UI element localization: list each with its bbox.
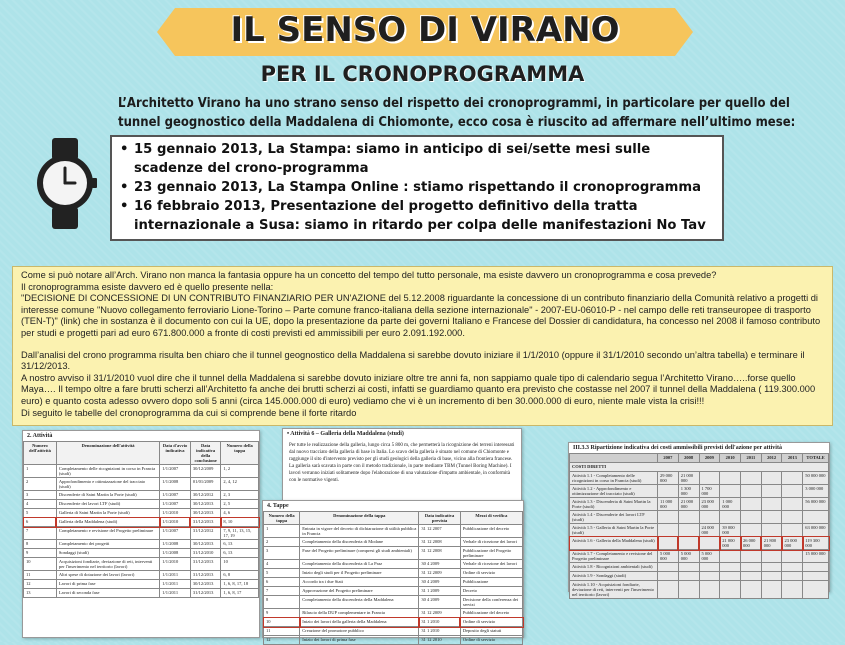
table-cell	[782, 485, 803, 498]
table-cell: Rilascio della DUP complementare in Francia	[300, 609, 419, 618]
table-cell: Attività 1.10 - Acquisizioni fondiarie, deviazione di reti, interventi per l'inserimento nel territorio (lavori)	[570, 581, 658, 599]
table-cell: 9	[24, 549, 57, 558]
table-row	[24, 571, 259, 580]
table-header: 2013	[782, 454, 803, 463]
table-cell	[699, 563, 720, 572]
table-cell: 4	[264, 560, 300, 569]
activities-table-scan	[22, 430, 260, 638]
table-cell: 23 000 000	[782, 537, 803, 550]
table-cell	[678, 537, 699, 550]
table-cell: 21 000 000	[678, 472, 699, 485]
table-cell: 23 000 000	[699, 498, 720, 511]
table-row	[264, 525, 523, 538]
table-cell	[720, 572, 741, 581]
table-cell	[741, 498, 762, 511]
table-cell	[699, 472, 720, 485]
table-cell: 39 000 000	[720, 524, 741, 537]
table-cell: Decreto	[460, 587, 522, 596]
table-row	[264, 596, 523, 609]
table-cell: 31 12 2010	[419, 636, 460, 645]
table-cell	[741, 485, 762, 498]
table-cell: 1/1/2008	[160, 478, 191, 491]
table-cell: 31/12/2013	[190, 589, 221, 598]
table-cell: Verbale di ricezione dei lavori	[460, 538, 522, 547]
table-cell	[761, 572, 782, 581]
table-row	[570, 485, 829, 498]
table-cell	[761, 581, 782, 599]
table-cell: 1/1/2011	[160, 571, 191, 580]
table-cell: 6, 8	[221, 571, 259, 580]
table-cell	[782, 581, 803, 599]
table-cell: 8	[264, 596, 300, 609]
table-cell: 31/12/2013	[190, 558, 221, 571]
table-cell: Lavori di seconda fase	[56, 589, 159, 598]
table-cell: Attività 1.5 - Galleria di Saint Martin la Porte (studi)	[570, 524, 658, 537]
table-cell: 7	[24, 527, 57, 540]
table-cell: 3	[24, 491, 57, 500]
table-cell: 2, 3	[221, 491, 259, 500]
table-header: Denominazione dell'attività	[56, 442, 159, 465]
table-header: 2008	[678, 454, 699, 463]
table-cell: Inizio dei lavori di prima fase	[300, 636, 419, 645]
table-row	[24, 509, 259, 518]
table-cell	[803, 572, 829, 581]
table-cell: Galleria di Saint Martin la Porte (studi)	[56, 509, 159, 518]
table-cell: 31 12 2007	[419, 525, 460, 538]
table-cell: Attività 1.2 - Approfondimento e ottimizzazione del tracciato (studi)	[570, 485, 658, 498]
table-row	[264, 560, 523, 569]
table-cell: Attività 1.6 - Galleria della Maddalena (studi)	[570, 537, 658, 550]
table-cell	[741, 572, 762, 581]
doc-heading: III.3.3 Ripartizione indicativa dei costi ammissibili previsti dell'azione per attività	[573, 445, 782, 451]
table-cell: 1/1/2008	[160, 540, 191, 549]
table-section-row	[570, 463, 829, 472]
table-cell: 24 000 000	[699, 524, 720, 537]
table-cell	[782, 524, 803, 537]
table-cell: Inizio dei lavori della galleria della Maddalena	[300, 618, 419, 627]
table-cell: 9	[264, 609, 300, 618]
table-cell	[782, 472, 803, 485]
table-row	[570, 511, 829, 524]
table-row	[24, 491, 259, 500]
table-cell: 2	[264, 538, 300, 547]
table-cell	[741, 581, 762, 599]
table-cell	[782, 563, 803, 572]
table-cell: 5 000 000	[678, 550, 699, 563]
table-cell: 31/12/2010	[190, 549, 221, 558]
table-cell: Verbale di ricezione dei lavori	[460, 560, 522, 569]
table-cell	[658, 537, 679, 550]
table-cell: 1, 2	[221, 465, 259, 478]
table-cell: Completamento e revisione del Progetto preliminare	[56, 527, 159, 540]
table-cell	[782, 511, 803, 524]
table-cell: 1 000 000	[720, 498, 741, 511]
table-cell: 11	[24, 571, 57, 580]
table-cell	[761, 472, 782, 485]
table-cell: 5 000 000	[658, 550, 679, 563]
table-cell	[720, 511, 741, 524]
table-header: Data indicativa prevista	[419, 512, 460, 525]
table-cell: 6	[24, 518, 57, 527]
table-header: 2012	[761, 454, 782, 463]
table-cell: 12	[24, 580, 57, 589]
table-cell: 1/1/2008	[160, 549, 191, 558]
table-cell: 21 000 000	[678, 498, 699, 511]
costs-table	[569, 453, 829, 599]
table-cell: 30/12/2013	[190, 500, 221, 509]
table-cell: Attività 1.9 - Sondaggi (studi)	[570, 572, 658, 581]
table-row	[264, 636, 523, 645]
table-cell	[720, 563, 741, 572]
table-cell: Pubblicazione del Progetto preliminare	[460, 547, 522, 560]
table-cell	[782, 572, 803, 581]
table-cell: 8, 10	[221, 518, 259, 527]
table-cell: Completamento della discenderia di Modane	[300, 538, 419, 547]
costs-table-scan	[568, 442, 830, 597]
table-cell: 1/1/2011	[160, 580, 191, 589]
table-row	[264, 569, 523, 578]
table-cell: Entrata in vigore del decreto di dichiarazione di utilità pubblica in Francia	[300, 525, 419, 538]
page-subtitle: PER IL CRONOPROGRAMMA	[260, 62, 585, 86]
table-cell	[741, 563, 762, 572]
table-row	[570, 563, 829, 572]
table-cell: Attività 1.4 - Discenderie dei lavori LTF (studi)	[570, 511, 658, 524]
table-cell: 50 000 000	[803, 472, 829, 485]
table-cell: 30/12/2013	[190, 509, 221, 518]
table-cell: Attività 1.1 - Completamento delle ricognizioni in corso in Francia (studi)	[570, 472, 658, 485]
table-cell: 6	[264, 578, 300, 587]
doc-heading: • Attività 6 – Galleria della Maddalena (studi)	[287, 431, 404, 437]
info-paragraph: Come si può notare all’Arch. Virano non manca la fantasia oppure ha un concetto del tempo del tutto personale, ma esiste davvero un cronoprogramma e cosa prevede?	[21, 270, 717, 280]
table-cell: Attività 1.8 - Ricognizioni ambientali (studi)	[570, 563, 658, 572]
table-cell: 21 000 000	[720, 537, 741, 550]
table-cell: 3	[264, 547, 300, 560]
table-cell	[699, 581, 720, 599]
table-cell: 6, 13	[221, 540, 259, 549]
table-cell	[803, 563, 829, 572]
table-cell: 30 4 2009	[419, 578, 460, 587]
table-cell: Ordine di servizio	[460, 636, 522, 645]
table-cell: Sondaggi (studi)	[56, 549, 159, 558]
table-row	[24, 549, 259, 558]
table-cell: 31 1 2010	[419, 618, 460, 627]
quotes-box	[110, 135, 724, 241]
table-cell: Completamento delle ricognizioni in corso in Francia (studi)	[56, 465, 159, 478]
table-cell	[678, 524, 699, 537]
table-cell: 11	[264, 627, 300, 636]
table-cell: 1	[24, 465, 57, 478]
milestones-table	[263, 511, 523, 645]
table-row	[264, 618, 523, 627]
table-cell: 1, 6, 8, 17	[221, 589, 259, 598]
table-cell: 11 000 000	[658, 498, 679, 511]
table-cell: 30 4 2009	[419, 596, 460, 609]
table-cell: 12	[264, 636, 300, 645]
table-cell: 3 000 000	[803, 485, 829, 498]
table-cell: COSTI DIRETTI	[570, 463, 829, 472]
table-cell: 1/1/2007	[160, 527, 191, 540]
table-cell: 1/1/2007	[160, 491, 191, 500]
table-cell	[658, 511, 679, 524]
table-cell	[741, 524, 762, 537]
table-cell	[699, 572, 720, 581]
doc-heading: 2. Attività	[27, 433, 53, 439]
table-cell	[658, 485, 679, 498]
table-cell	[678, 572, 699, 581]
info-box	[12, 266, 833, 426]
table-row	[24, 478, 259, 491]
doc-text: Per tutte le realizzazione della galleria, lungo circa 5 800 m, che permetterà la ricognizione dei terreni interessati dal nuovo tracciato della galleria di base in Italia. Lo scavo della galleria è situato nel comune di Chiomonte e raggiunge il sito d'intervento previsto per gli studi geologici della galleria di base, vicino alla frontiera francese. La galleria sarà scavata in parte con il metodo tradizionale, in parte mediante TBM (Tunnel Boring Machine). I lavori verranno iniziati solitamente dopo l'elaborazione di una valutazione d'impatto ambientale, in conformità con le normative vigenti.	[289, 443, 515, 483]
table-cell: 1/1/2007	[160, 465, 191, 478]
table-cell	[741, 511, 762, 524]
table-cell: 30/12/2013	[190, 540, 221, 549]
table-cell: 30 4 2009	[419, 560, 460, 569]
table-cell	[658, 572, 679, 581]
table-row	[24, 527, 259, 540]
table-cell	[678, 511, 699, 524]
table-row	[264, 609, 523, 618]
table-cell: 5	[264, 569, 300, 578]
info-paragraph: Di seguito le tabelle del cronoprogramma da cui si comprende bene il forte ritardo	[21, 407, 357, 418]
table-row	[24, 518, 259, 527]
table-cell	[741, 550, 762, 563]
table-header: Numero della tappa	[264, 512, 300, 525]
table-cell: Completamento della discenderia di La Praz	[300, 560, 419, 569]
table-cell: 10	[24, 558, 57, 571]
table-cell	[699, 511, 720, 524]
table-row	[24, 580, 259, 589]
table-row	[24, 558, 259, 571]
table-cell: Ordine di servizio	[460, 569, 522, 578]
table-cell: Fase del Progetto preliminare (compresi gli studi ambientali)	[300, 547, 419, 560]
table-cell: Attività 1.7 - Completamento e revisione del Progetto preliminare	[570, 550, 658, 563]
table-cell	[782, 498, 803, 511]
table-cell	[658, 581, 679, 599]
table-header: TOTALE	[803, 454, 829, 463]
table-row	[264, 538, 523, 547]
table-row	[264, 547, 523, 560]
table-cell: Pubblicazione del decreto	[460, 525, 522, 538]
table-header: Mezzi di verifica	[460, 512, 522, 525]
table-cell: 8	[24, 540, 57, 549]
milestones-table-scan	[262, 500, 524, 642]
table-header: Data d'avvio indicativa	[160, 442, 191, 465]
table-header: Numero della tappa	[221, 442, 259, 465]
table-cell: Attività 1.3 - Discenderia di Saint Martin la Porte (studi)	[570, 498, 658, 511]
table-cell: 30/12/2012	[190, 491, 221, 500]
page-title: IL SENSO DI VIRANO	[230, 10, 620, 50]
info-paragraph: A nostro avviso il 31/1/2010 vuol dire che il tunnel della Maddalena si sarebbe dovuto iniziare oltre tre anni fa, non sappiamo quale tipo di calendario segua l’Architetto Virano…..forse quello Maya…. Il tempo oltre a fare brutti scherzi all’Architetto fa anche dei brutti scherzi ai costi, infatti se guardiamo quanto era previsto che costasse nel 2007 il tunnel della Maddalena ( 119.300.000 euro) e quanto costa adesso ovvero dopo soli 5 anni (circa 145.000.000 di euro) vediamo che vi è un incremento di ben 30.000.000 di euro, niente male vista la crisi!!!	[21, 372, 816, 406]
table-row	[570, 498, 829, 511]
table-cell: 2	[24, 478, 57, 491]
table-header: 2010	[720, 454, 741, 463]
table-row	[570, 550, 829, 563]
table-cell: 30/12/2013	[190, 580, 221, 589]
table-cell: 1	[264, 525, 300, 538]
table-cell: 7, 9, 11, 13, 15, 17, 19	[221, 527, 259, 540]
quote-item: • 23 gennaio 2013, La Stampa Online : stiamo rispettando il cronoprogramma	[120, 178, 714, 197]
table-cell: 2, 5	[221, 500, 259, 509]
table-header: 2011	[741, 454, 762, 463]
table-cell: 10	[264, 618, 300, 627]
table-cell	[658, 524, 679, 537]
table-row	[570, 537, 829, 550]
table-cell	[720, 485, 741, 498]
table-cell: 31 12 2009	[419, 609, 460, 618]
table-cell	[782, 550, 803, 563]
table-cell: Discenderie dei lavori LTF (studi)	[56, 500, 159, 509]
table-cell: 1, 6, 8, 17, 18	[221, 580, 259, 589]
table-cell	[678, 581, 699, 599]
table-cell: 15 000 000	[803, 550, 829, 563]
quote-item: • 16 febbraio 2013, Presentazione del progetto definitivo della tratta internazionale a Susa: siamo in ritardo per colpa delle manifestazioni No Tav	[120, 197, 714, 235]
table-cell: 1 700 000	[699, 485, 720, 498]
table-cell: Altri spese di dotazione dei lavori (lavori)	[56, 571, 159, 580]
table-row	[570, 572, 829, 581]
table-cell	[761, 485, 782, 498]
table-cell: 1/1/2010	[160, 518, 191, 527]
table-cell: Acquisizioni fondiarie, deviazione di reti, interventi per l'inserimento nel territorio (lavori)	[56, 558, 159, 571]
table-header: 2009	[699, 454, 720, 463]
table-cell: 31 12 2008	[419, 538, 460, 547]
table-cell: Completamento della discenderia della Maddalena	[300, 596, 419, 609]
table-cell: 5 000 000	[699, 550, 720, 563]
table-cell: 10	[221, 558, 259, 571]
table-cell	[658, 563, 679, 572]
table-header: 2007	[658, 454, 679, 463]
doc-heading: 4. Tappe	[267, 503, 289, 509]
table-cell: 4	[24, 500, 57, 509]
table-cell: 21 800 000	[761, 537, 782, 550]
table-row	[264, 578, 523, 587]
table-row	[264, 627, 523, 636]
table-header: Numero dell'attività	[24, 442, 57, 465]
table-cell: 31/12/2012	[190, 527, 221, 540]
table-row	[24, 465, 259, 478]
table-cell: 29 000 000	[658, 472, 679, 485]
table-cell: Approvazione del Progetto preliminare	[300, 587, 419, 596]
table-cell: 56 000 000	[803, 498, 829, 511]
info-paragraph: "DECISIONE DI CONCESSIONE DI UN CONTRIBUTO FINANZIARIO PER UN'AZIONE del 5.12.2008 riguardante la concessione di un contributo finanziario della Comunità relativo a progetti di interesse comune "Nuovo collegamento ferroviario Lione-Torino – Parte comune franco-italiana della sezione internazionale" - 2007-EU-06010-P - nel campo delle reti transeuropee di trasporto (TEN-T)" (link) che in sostanza è il documento con cui la UE, dopo la presentazione da parte dei governi Italiano e Francese del Dossier di candidatura, ha concesso nel 2008 il famoso contributo per studi e progetti pari ad euro 671.800.000 a fronte di costi previsti ed ammissibili per euro 2.091.192.000.	[21, 293, 821, 338]
table-cell: Ordine di servizio	[460, 618, 522, 627]
table-cell: 31 12 2009	[419, 569, 460, 578]
table-cell: 119 300 000	[803, 537, 829, 550]
table-cell: Pubblicazione	[460, 578, 522, 587]
table-cell: Accordo tra i due Stati	[300, 578, 419, 587]
table-cell: 7	[264, 587, 300, 596]
table-row	[570, 472, 829, 485]
table-cell: 13	[24, 589, 57, 598]
table-cell: 4, 6	[221, 509, 259, 518]
table-cell: 01/01/2009	[190, 478, 221, 491]
table-cell	[699, 537, 720, 550]
table-cell	[720, 581, 741, 599]
table-cell: Lavori di prima fase	[56, 580, 159, 589]
table-cell: 1/1/2010	[160, 558, 191, 571]
table-cell: Creazione del promotore pubblico	[300, 627, 419, 636]
info-paragraph: Il cronoprogramma esiste davvero ed è quello presente nella:	[21, 281, 274, 292]
table-cell: 2, 4, 12	[221, 478, 259, 491]
table-cell: Completamento dei progetti	[56, 540, 159, 549]
table-cell: 26 000 000	[741, 537, 762, 550]
table-cell	[803, 581, 829, 599]
intro-text: L’Architetto Virano ha uno strano senso del rispetto dei cronoprogrammi, in particolare per quello del tunnel geognostico della Maddalena di Chiomonte, ecco cosa è riuscito ad affermare nell’ultimo mese:	[118, 96, 796, 130]
activities-table	[23, 441, 259, 598]
table-cell	[720, 550, 741, 563]
table-row	[570, 581, 829, 599]
table-cell: 31 12 2008	[419, 547, 460, 560]
table-row	[24, 589, 259, 598]
table-cell: Decisione della conferenza dei servizi	[460, 596, 522, 609]
table-cell: 31/12/2013	[190, 571, 221, 580]
table-cell: 6, 13	[221, 549, 259, 558]
table-cell	[741, 472, 762, 485]
table-cell: 31 1 2010	[419, 627, 460, 636]
info-paragraph: Dall’analisi del crono programma risulta ben chiaro che il tunnel geognostico della Maddalena si sarebbe dovuto iniziare il 1/1/2010 (oppure il 31/1/2010 secondo un’altra tabella) e terminare il 31/12/2013.	[21, 349, 805, 372]
table-cell: 31 1 2009	[419, 587, 460, 596]
table-cell	[761, 511, 782, 524]
table-header: Denominazione della tappa	[300, 512, 419, 525]
table-header	[570, 454, 658, 463]
table-cell: Deposito degli statuti	[460, 627, 522, 636]
table-cell	[761, 524, 782, 537]
table-row	[570, 524, 829, 537]
table-cell	[761, 550, 782, 563]
table-cell: Approfondimento e ottimizzazione del tracciato (studi)	[56, 478, 159, 491]
table-row	[24, 540, 259, 549]
table-row	[24, 500, 259, 509]
table-cell: 30/12/2009	[190, 465, 221, 478]
table-cell	[761, 498, 782, 511]
table-cell: 1/1/2010	[160, 509, 191, 518]
table-cell	[761, 563, 782, 572]
table-header: Data indicativa della conclusione	[190, 442, 221, 465]
table-cell: 5	[24, 509, 57, 518]
quote-item: • 15 gennaio 2013, La Stampa: siamo in anticipo di sei/sette mesi sulle scadenze del crono-programma	[120, 140, 714, 178]
table-cell	[720, 472, 741, 485]
table-cell: 1/1/2007	[160, 500, 191, 509]
table-cell: 1/1/2011	[160, 589, 191, 598]
table-cell: Inizio degli studi per il Progetto preliminare	[300, 569, 419, 578]
table-cell: Galleria della Maddalena (studi)	[56, 518, 159, 527]
table-cell: 63 000 000	[803, 524, 829, 537]
table-cell: Pubblicazione del decreto	[460, 609, 522, 618]
table-cell: Discenderie di Saint Martin la Porte (studi)	[56, 491, 159, 500]
table-cell: 1 300 000	[678, 485, 699, 498]
table-cell	[803, 511, 829, 524]
table-cell	[678, 563, 699, 572]
table-row	[264, 587, 523, 596]
wristwatch-icon	[30, 136, 100, 231]
table-cell: 31/12/2013	[190, 518, 221, 527]
